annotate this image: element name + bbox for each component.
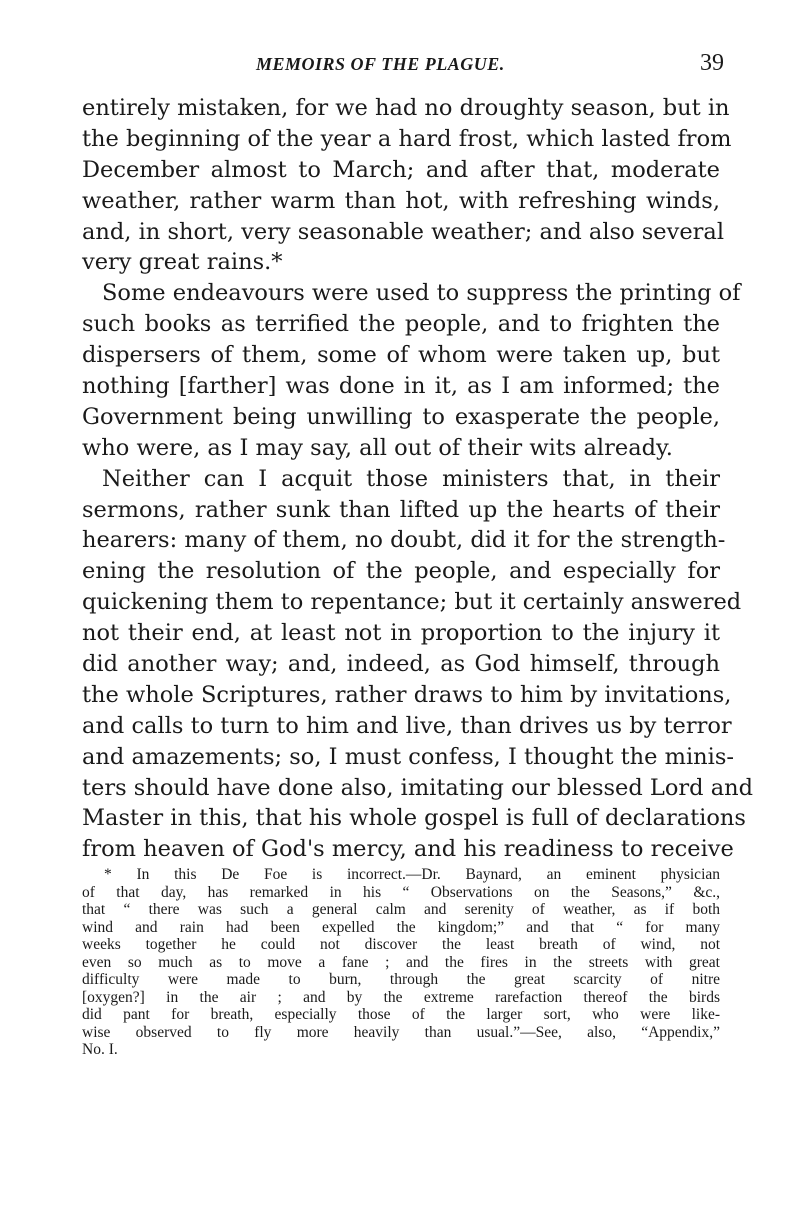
text-line: weather, rather warm than hot, with refreshing winds,	[82, 187, 720, 214]
footnote-line: that “ there was such a general calm and serenity of weather, as if both	[82, 901, 720, 918]
text-line: and calls to turn to him and live, than drives us by terror	[82, 712, 732, 739]
text-line: quickening them to repentance; but it certainly answered	[82, 589, 742, 616]
text-line: from heaven of God's mercy, and his readiness to receive	[82, 836, 734, 863]
footnote-line: difficulty were made to burn, through the great scarcity of nitre	[82, 971, 720, 988]
footnote-line: even so much as to move a fane ; and the fires in the streets with great	[82, 953, 720, 971]
text-line: not their end, at least not in proportion to the injury it	[82, 620, 720, 647]
text-line: the beginning of the year a hard frost, which lasted from	[82, 125, 732, 152]
footnote-line: [oxygen?] in the air ; and by the extreme rarefaction thereof the birds	[82, 988, 720, 1006]
text-line: ening the resolution of the people, and especially for	[82, 558, 720, 585]
text-line: did another way; and, indeed, as God himself, through	[82, 651, 720, 678]
text-line: ters should have done also, imitating our blessed Lord and	[82, 774, 754, 801]
footnote-line: wise observed to fly more heavily than usual.”—See, also, “Appendix,”	[82, 1023, 720, 1041]
footnote-line: weeks together he could not discover the least breath of wind, not	[82, 936, 720, 953]
text-line: the whole Scriptures, rather draws to him by invitations,	[82, 681, 732, 708]
text-line: nothing [farther] was done in it, as I am informed; the	[82, 373, 720, 400]
text-line: who were, as I may say, all out of their wits already.	[82, 434, 673, 461]
text-line: and, in short, very seasonable weather; and also several	[82, 218, 725, 245]
text-line: Some endeavours were used to suppress the printing of	[102, 280, 741, 307]
footnote-line: of that day, has remarked in his “ Observations on the Seasons,” &c.,	[82, 883, 720, 901]
text-line: very great rains.*	[82, 249, 283, 276]
footnote-line: wind and rain had been expelled the kingdom;” and that “ for many	[82, 918, 720, 936]
text-line: dispersers of them, some of whom were taken up, but	[82, 342, 720, 369]
footnote-line: * In this De Foe is incorrect.—Dr. Baynard, an eminent physician	[104, 866, 720, 883]
text-line: such books as terrified the people, and to frighten the	[82, 311, 720, 338]
text-line: entirely mistaken, for we had no droughty season, but in	[82, 95, 730, 121]
footnote-line: did pant for breath, especially those of the larger sort, who were like-	[82, 1006, 720, 1023]
body-text	[82, 93, 754, 865]
text-line: and amazements; so, I must confess, I thought the minis-	[82, 743, 735, 770]
text-line: hearers: many of them, no doubt, did it for the strength-	[82, 527, 726, 554]
page-number: 39	[700, 50, 724, 76]
footnote	[82, 866, 720, 1059]
text-line: Government being unwilling to exasperate the people,	[82, 403, 720, 430]
footnote-line: No. I.	[82, 1041, 118, 1058]
text-line: Master in this, that his whole gospel is full of declarations	[82, 805, 746, 832]
text-line: Neither can I acquit those ministers that, in their	[102, 465, 720, 492]
running-title: MEMOIRS OF THE PLAGUE.	[256, 54, 505, 74]
text-line: December almost to March; and after that, moderate	[82, 156, 720, 183]
text-line: sermons, rather sunk than lifted up the hearts of their	[82, 496, 720, 523]
